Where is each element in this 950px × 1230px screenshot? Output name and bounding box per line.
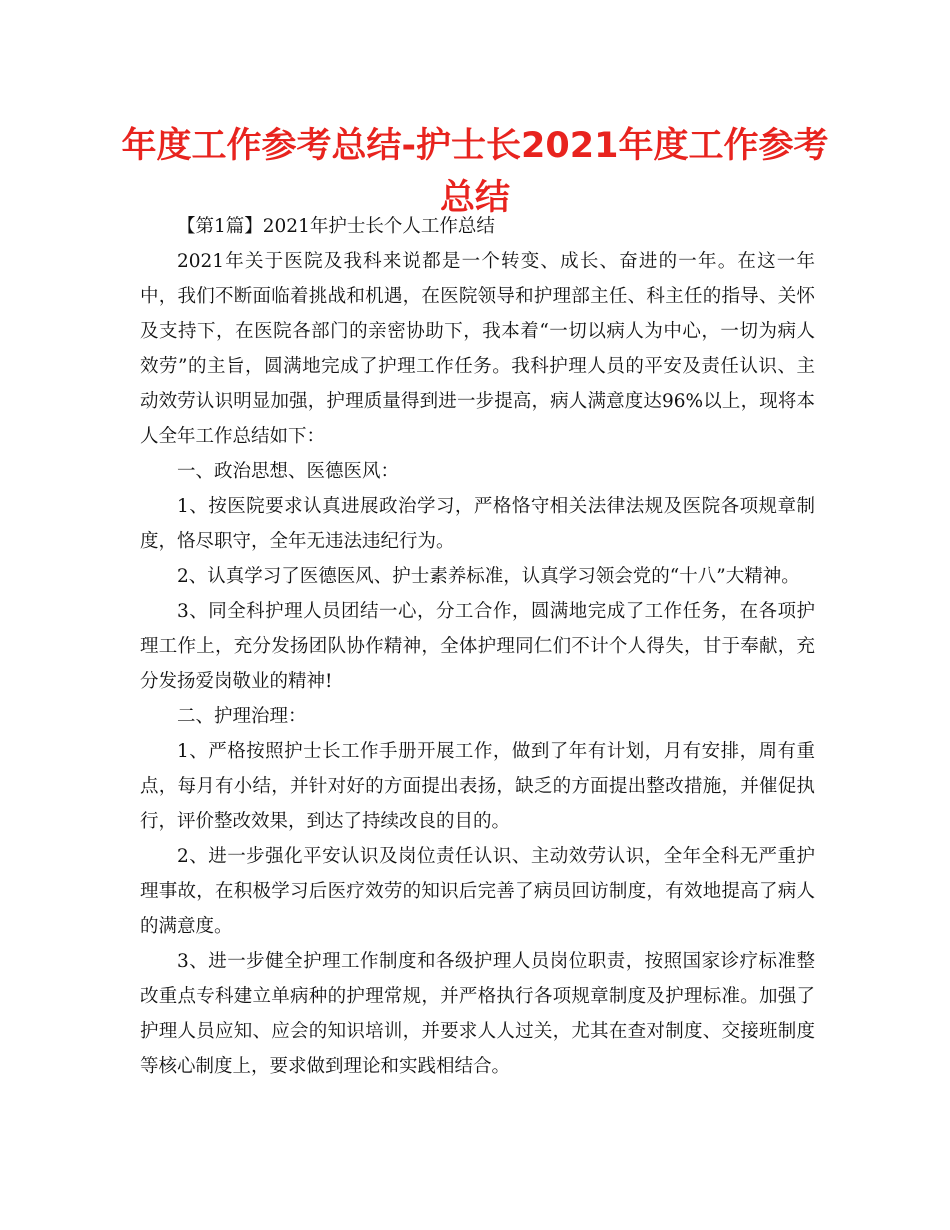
politics-item-1: 1、按医院要求认真进展政治学习，严格恪守相关法律法规及医院各项规章制度，恪尽职守，全年无违法违纪行为。 xyxy=(140,496,815,552)
politics-item-3: 3、同全科护理人员团结一心，分工合作，圆满地完成了工作任务，在各项护理工作上，充分发扬团队协作精神，全体护理同仁们不计个人得失，甘于奉献，充分发扬爱岗敬业的精神! xyxy=(140,601,815,692)
management-item-1: 1、严格按照护士长工作手册开展工作，做到了年有计划，月有安排，周有重点，每月有小结，并针对好的方面提出表扬，缺乏的方面提出整改措施，并催促执行，评价整改效果，到达了持续改良的目的。 xyxy=(140,741,815,832)
section-heading-politics: 一、政治思想、医德医风： xyxy=(177,461,400,482)
politics-item-2: 2、认真学习了医德医风、护士素养标准，认真学习领会党的“十八”大精神。 xyxy=(177,566,800,587)
document-title: 年度工作参考总结-护士长2021年度工作参考总结 xyxy=(121,126,829,218)
intro-paragraph: 2021年关于医院及我科来说都是一个转变、成长、奋进的一年。在这一年中，我们不断面临着挑战和机遇，在医院领导和护理部主任、科主任的指导、关怀及支持下，在医院各部门的亲密协助下，我本着“一切以病人为中心，一切为病人效劳”的主旨，圆满地完成了护理工作任务。我科护理人员的平安及责任认识、主动效劳认识明显加强，护理质量得到进一步提高，病人满意度达96%以上，现将本人全年工作总结如下： xyxy=(140,251,815,447)
management-item-3: 3、进一步健全护理工作制度和各级护理人员岗位职责，按照国家诊疗标准整改重点专科建立单病种的护理常规，并严格执行各项规章制度及护理标准。加强了护理人员应知、应会的知识培训，并要求人人过关，尤其在查对制度、交接班制度等核心制度上，要求做到理论和实践相结合。 xyxy=(140,951,815,1077)
management-item-2: 2、进一步强化平安认识及岗位责任认识、主动效劳认识，全年全科无严重护理事故，在积极学习后医疗效劳的知识后完善了病员回访制度，有效地提高了病人的满意度。 xyxy=(140,846,815,937)
document-body xyxy=(140,209,815,1084)
section-heading-nursing-management: 二、护理治理： xyxy=(177,706,307,727)
section-heading-part-1: 【第1篇】2021年护士长个人工作总结 xyxy=(177,216,495,237)
